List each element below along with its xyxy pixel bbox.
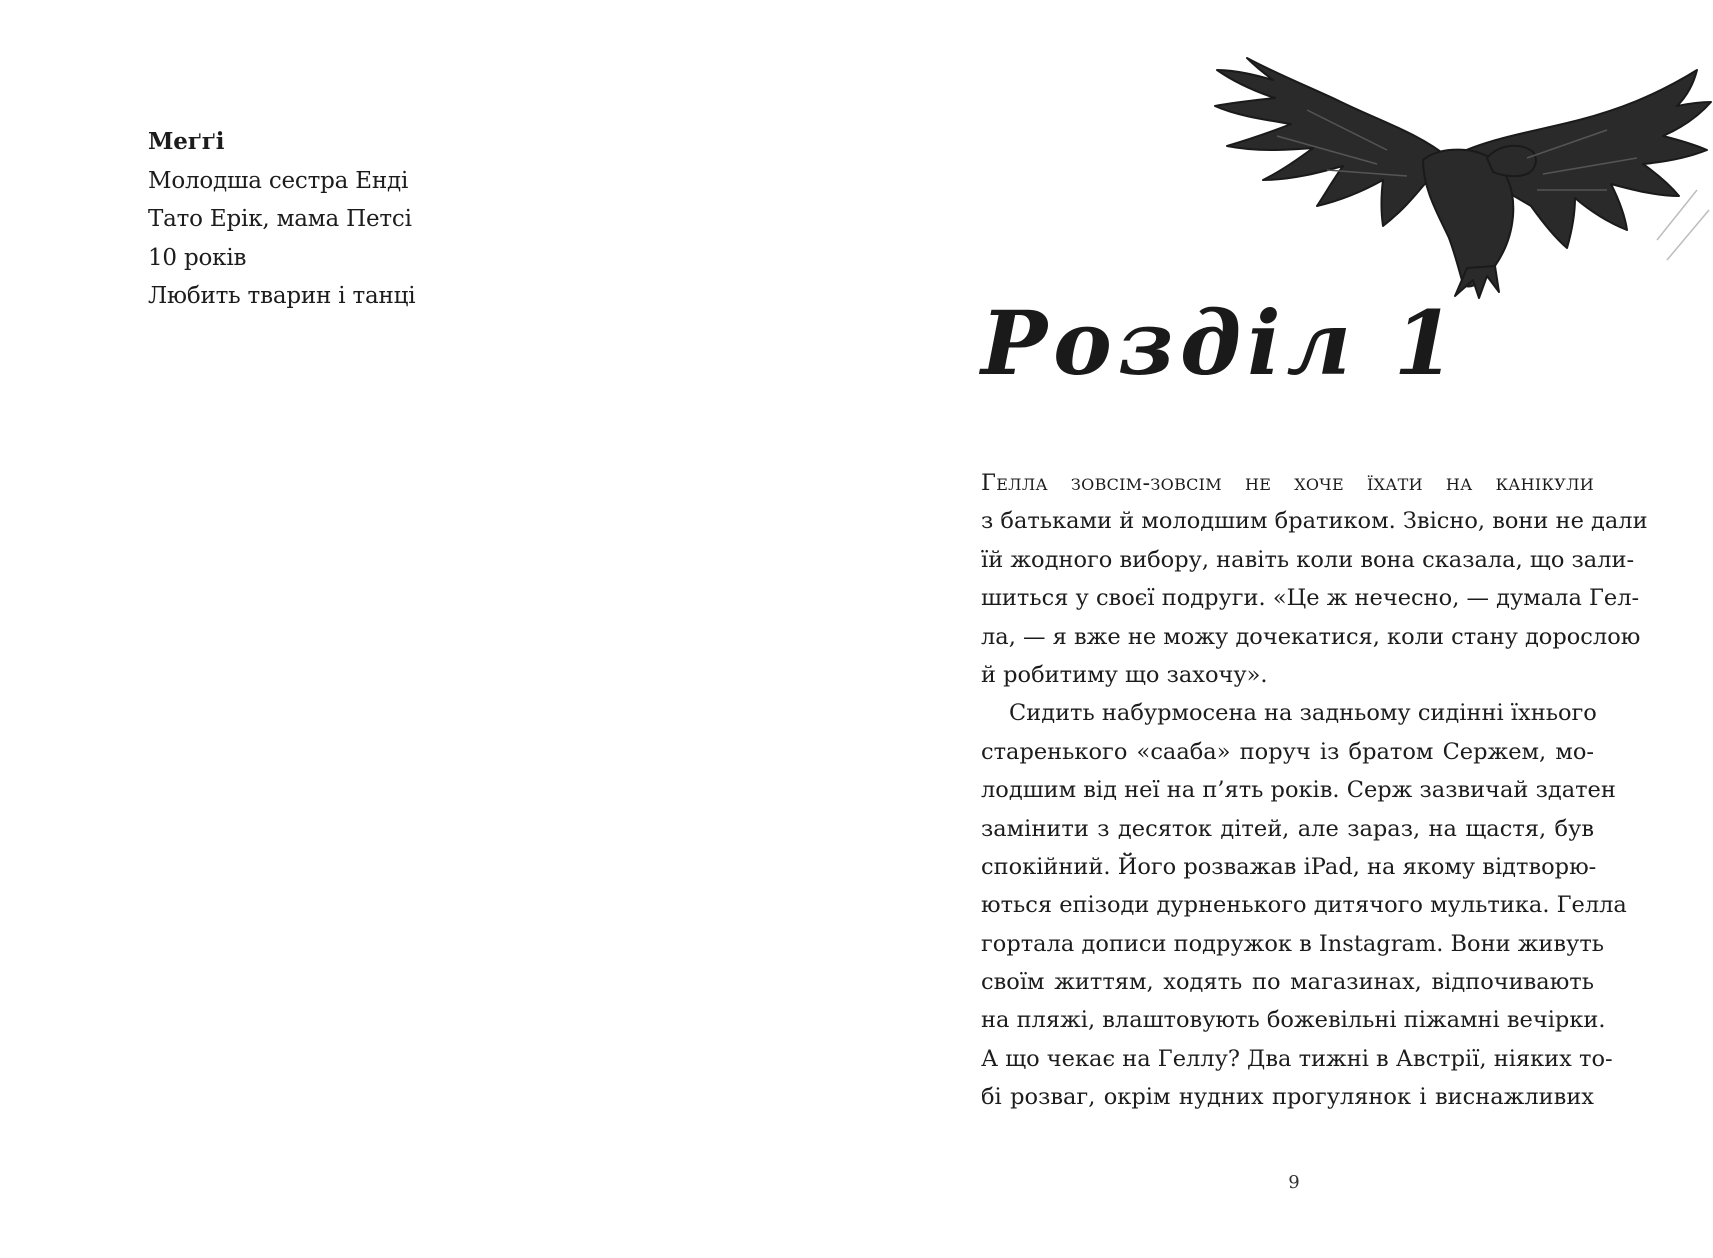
crow-illustration <box>1187 40 1713 300</box>
text-line: з батьками й молодшим братиком. Звісно, вони не дали <box>981 508 1648 535</box>
character-relation: Молодша сестра Енді <box>148 167 409 194</box>
page-number: 9 <box>1288 1172 1300 1193</box>
text-line: шиться у своєї подруги. «Це ж нечесно, — думала Гел- <box>981 585 1640 612</box>
text-line: їй жодного вибору, навіть коли вона сказала, що зали- <box>981 546 1635 573</box>
character-age: 10 років <box>148 244 247 271</box>
body-text <box>981 464 1648 1117</box>
text-line: А що чекає на Геллу? Два тижні в Австрії, ніяких то- <box>981 1045 1613 1072</box>
character-likes: Любить тварин і танці <box>148 283 416 309</box>
text-line: Гелла зовсім-зовсім не хоче їхати на канікули <box>981 470 1594 496</box>
text-line: гортала дописи подружок в Instagram. Вони живуть <box>981 930 1605 957</box>
character-name: Меґґі <box>148 128 225 155</box>
character-parents: Тато Ерік, мама Петсі <box>148 206 412 232</box>
text-line: старенького «сааба» поруч із братом Сержем, мо- <box>981 738 1594 765</box>
chapter-title: Розділ 1 <box>981 291 1461 395</box>
text-line: замінити з десяток дітей, але зараз, на щастя, був <box>981 815 1594 842</box>
right-page <box>857 0 1713 1258</box>
text-line: на пляжі, влаштовують божевільні піжамні вечірки. <box>981 1007 1606 1034</box>
character-card <box>148 123 415 316</box>
text-line: ються епізоди дурненького дитячого мультика. Гелла <box>981 892 1627 919</box>
text-line: ла, — я вже не можу дочекатися, коли стану дорослою <box>981 623 1641 650</box>
text-line: своїм життям, ходять по магазинах, відпочивають <box>981 969 1594 996</box>
text-line: бі розваг, окрім нудних прогулянок і виснажливих <box>981 1084 1594 1111</box>
text-line: й робитиму що захочу». <box>981 661 1268 688</box>
text-line: Сидить набурмосена на задньому сидінні їхнього <box>1009 700 1597 727</box>
text-line: лодшим від неї на п’ять років. Серж зазвичай здатен <box>981 777 1616 804</box>
left-page <box>0 0 856 1258</box>
text-line: спокійний. Його розважав iPad, на якому відтворю- <box>981 853 1597 880</box>
